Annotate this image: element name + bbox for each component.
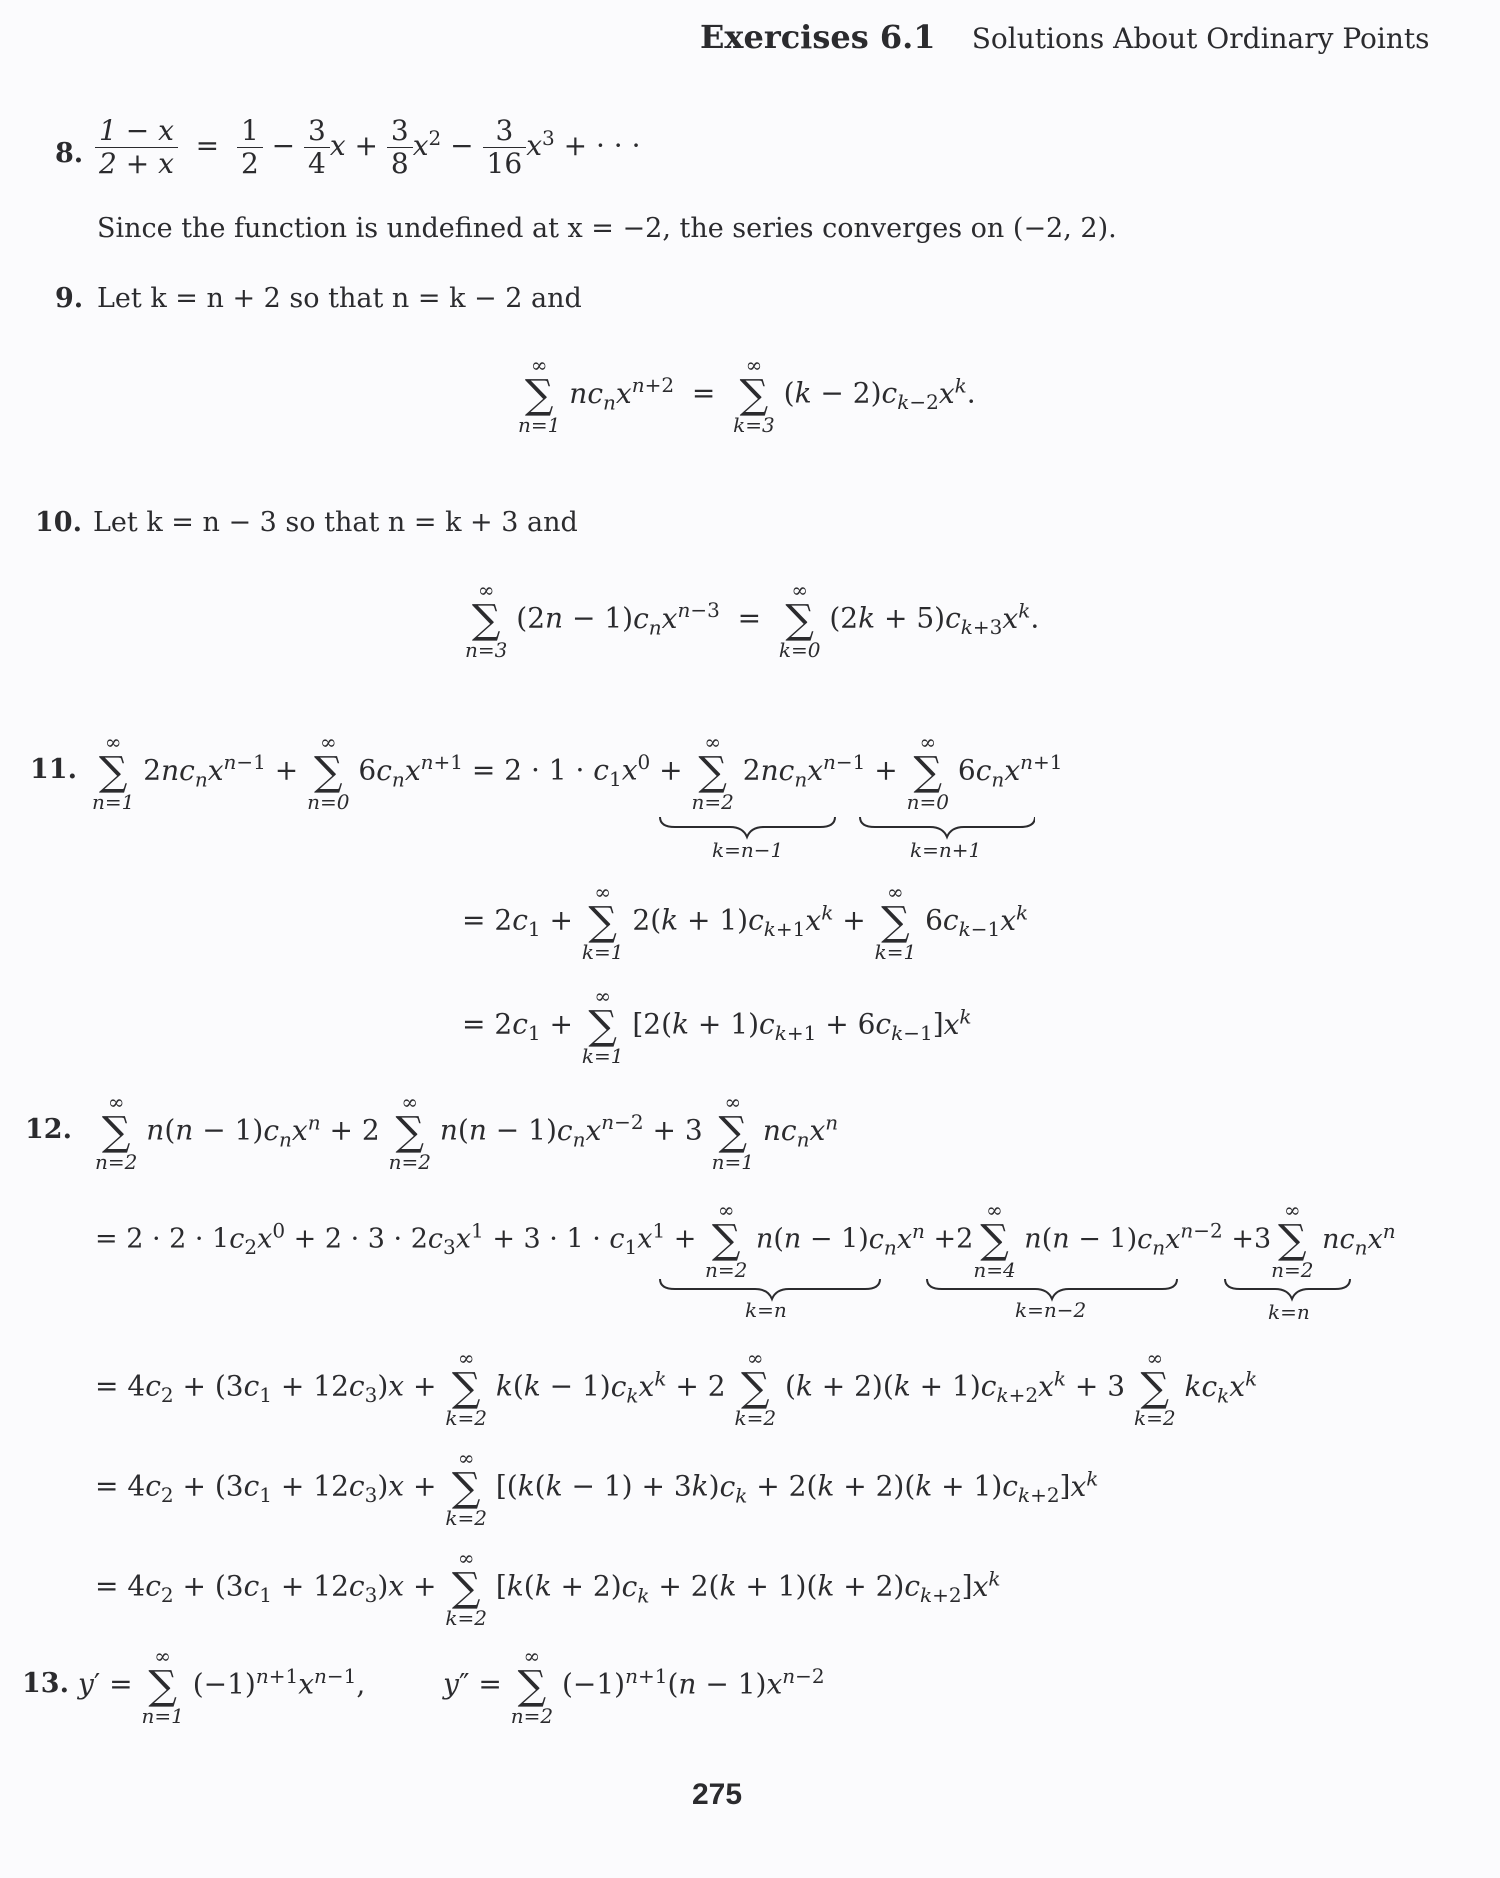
problem-12-line2: = $2 \cdot 2 \cdot 1c_2x^0 + 2 \cdot 3 \cdot 2c_3x^1 + 3 \cdot 1 \cdot c_1x^1$ + ∞ ∑ n=2 $n(n - 1)c_nx^n +2$ ∞ ∑ n=4 $n(n - 1)c_nx^{n-2} +3$ ∞ ∑ n=2 $nc_nx^n$ [95,1198,1396,1282]
problem-12-line5: = $4c_2 + (3c_1 + 12c_3)x$ + ∞ ∑ k=2 $[k(k + 2)c_k + 2(k + 1)(k + 2)c_{k+2}]x^k$ [95,1546,1001,1630]
section-title: Exercises 6.1 [700,18,936,56]
problem-8-text: Since the function is undefined at x = −2, the series converges on (−2, 2). [97,213,1117,244]
problem-11-line2: = $2c_1$ + ∞ ∑ k=1 $2(k + 1)c_{k+1}x^k$ + ∞ ∑ k=1 $6c_{k-1}x^k$ [462,880,1029,964]
problem-13-equation: y′ = ∞ ∑ n=1 $(-1)^{n+1}x^{n-1}$, y″ = ∞ ∑ n=2 $(-1)^{n+1}(n - 1)x^{n-2}$ [78,1644,825,1728]
problem-13-label: 13. [22,1668,69,1699]
problem-11-brace2-label: k=n+1 [910,838,982,862]
problem-12-brace2-label: k=n−2 [1015,1298,1087,1322]
problem-12-label: 12. [25,1114,72,1145]
problem-11-brace1-label: k=n−1 [712,838,784,862]
page-header [700,18,1430,56]
page-number: 275 [692,1778,743,1811]
problem-10-text: Let k = n − 3 so that n = k + 3 and [93,507,578,538]
problem-8-equation: $\frac{1 - x}{2 + x}$ = $\frac{1}{2}$ − $\frac{3}{4}$ x + $\frac{3}{8}$ $x^2$ − $\frac{3}{16}$ $x^3$ + · · · [95,115,640,180]
problem-12-line4: = $4c_2 + (3c_1 + 12c_3)x$ + ∞ ∑ k=2 $[(k(k - 1) + 3k)c_k + 2(k + 2)(k + 1)c_{k+2}]x^k$ [95,1446,1099,1530]
problem-9-text: Let k = n + 2 so that n = k − 2 and [97,283,582,314]
problem-12-brace3-label: k=n [1268,1300,1310,1324]
problem-10-equation: ∞ ∑ n=3 $(2n - 1)c_nx^{n-3}$ = ∞ ∑ k=0 $(2k + 5)c_{k+3}x^k$. [465,578,1040,662]
problem-10-label: 10. [35,507,82,538]
problem-9-label: 9. [55,283,84,314]
problem-9-equation: ∞ ∑ n=1 $nc_nx^{n+2}$ = ∞ ∑ k=3 $(k - 2)c_{k-2}x^k$. [518,353,976,437]
problem-12-line3: = $4c_2 + (3c_1 + 12c_3)x$ + ∞ ∑ k=2 $k(k - 1)c_kx^k + 2$ ∞ ∑ k=2 $(k + 2)(k + 1)c_{k+2}x^k + 3$ ∞ ∑ k=2 $kc_kx^k$ [95,1346,1258,1430]
problem-12-brace1-label: k=n [745,1298,787,1322]
problem-11-label: 11. [30,754,77,785]
chapter-title: Solutions About Ordinary Points [971,22,1430,55]
problem-11-line3: = $2c_1$ + ∞ ∑ k=1 $[2(k + 1)c_{k+1} + 6c_{k-1}]x^k$ [462,984,972,1068]
problem-8-label: 8. [55,138,84,169]
problem-11-line1: ∞ ∑ n=1 $2nc_nx^{n-1}$ + ∞ ∑ n=0 $6c_nx^{n+1} = 2 \cdot 1 \cdot c_1x^0$ + ∞ ∑ n=2 $2nc_nx^{n-1}$ + ∞ ∑ n=0 $6c_nx^{n+1}$ [92,730,1063,814]
problem-12-line1: ∞ ∑ n=2 $n(n - 1)c_nx^n + 2$ ∞ ∑ n=2 $n(n - 1)c_nx^{n-2} + 3$ ∞ ∑ n=1 $nc_nx^n$ [95,1090,839,1174]
